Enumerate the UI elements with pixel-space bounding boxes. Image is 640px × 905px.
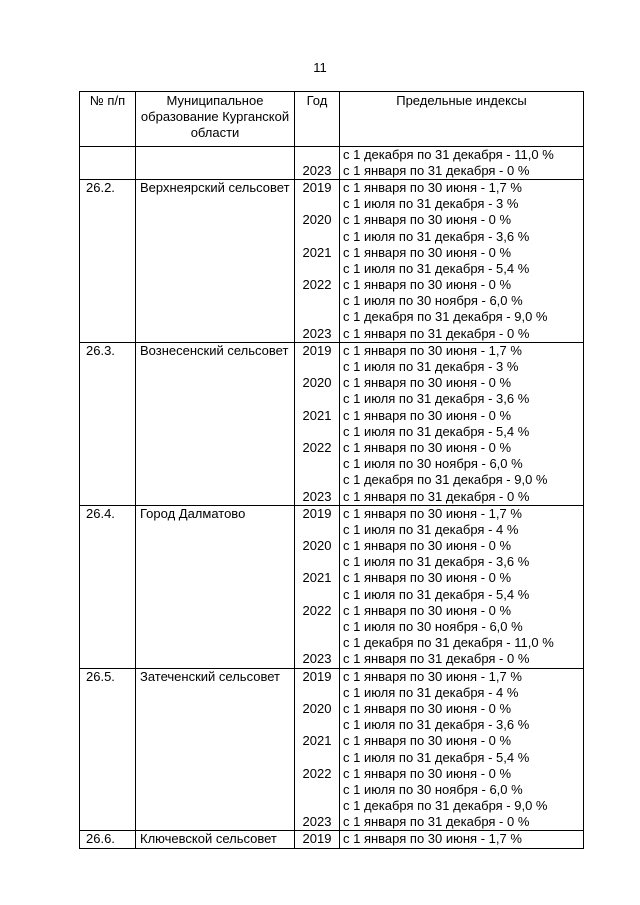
index-value: с 1 июля по 31 декабря - 3 %: [343, 196, 519, 212]
year-value: 2019: [302, 342, 332, 358]
table-body: [80, 146, 584, 848]
index-value: с 1 июля по 30 ноября - 6,0 %: [343, 619, 523, 635]
index-value: с 1 июля по 31 декабря - 5,4 %: [343, 586, 530, 602]
year-value: 2022: [302, 439, 332, 455]
year-value: [295, 522, 339, 538]
year-cell: [295, 831, 340, 848]
index-value: с 1 июля по 30 ноября - 6,0 %: [343, 293, 523, 309]
year-value: [295, 635, 339, 651]
indices-cell: [340, 505, 584, 668]
index-value: с 1 декабря по 31 декабря - 9,0 %: [343, 472, 548, 488]
year-value: [295, 147, 339, 163]
table-row: [80, 179, 584, 342]
index-value: с 1 июля по 31 декабря - 3,6 %: [343, 717, 530, 733]
index-value: с 1 января по 31 декабря - 0 %: [343, 814, 530, 830]
year-value: 2019: [302, 505, 332, 521]
year-value: [295, 782, 339, 798]
year-value: 2023: [302, 325, 332, 341]
year-value: [295, 619, 339, 635]
year-value: 2021: [302, 407, 332, 423]
year-value: [295, 587, 339, 603]
indices-cell: [340, 342, 584, 505]
index-value: с 1 декабря по 31 декабря - 11,0 %: [343, 635, 554, 651]
year-value: 2020: [302, 700, 332, 716]
year-value: [295, 456, 339, 472]
table-row: [80, 505, 584, 668]
year-value: [295, 391, 339, 407]
indices-cell: [340, 179, 584, 342]
header-indices: Предельные индексы: [340, 92, 584, 147]
year-value: [295, 309, 339, 325]
year-value: [295, 717, 339, 733]
indices-table: [79, 91, 584, 849]
year-value: [295, 196, 339, 212]
indices-cell: [340, 831, 584, 848]
row-number: 26.2.: [80, 179, 136, 342]
table-row: [80, 668, 584, 831]
year-cell: [295, 342, 340, 505]
index-value: с 1 июля по 31 декабря - 5,4 %: [343, 423, 530, 439]
index-value: с 1 января по 30 июня - 1,7 %: [343, 179, 522, 195]
index-value: с 1 января по 30 июня - 0 %: [343, 538, 512, 554]
index-value: с 1 января по 30 июня - 0 %: [343, 700, 512, 716]
index-value: с 1 января по 30 июня - 1,7 %: [343, 668, 522, 684]
year-value: 2020: [302, 538, 332, 554]
municipality-name: Вознесенский сельсовет: [136, 342, 295, 505]
indices-cell: [340, 146, 584, 179]
year-value: [295, 685, 339, 701]
index-value: с 1 января по 30 июня - 0 %: [343, 570, 512, 586]
year-value: 2023: [302, 651, 332, 667]
row-number: 26.4.: [80, 505, 136, 668]
index-value: с 1 января по 30 июня - 0 %: [343, 439, 512, 455]
table-row: [80, 342, 584, 505]
index-value: с 1 июля по 31 декабря - 3,6 %: [343, 228, 530, 244]
index-value: с 1 июля по 31 декабря - 4 %: [343, 684, 519, 700]
index-value: с 1 января по 30 июня - 0 %: [343, 602, 512, 618]
year-value: [295, 229, 339, 245]
header-municipality: Муниципальное образование Курганской области: [136, 92, 295, 147]
index-value: с 1 января по 31 декабря - 0 %: [343, 162, 530, 178]
index-value: с 1 января по 30 июня - 0 %: [343, 212, 512, 228]
year-value: 2019: [302, 179, 332, 195]
index-value: с 1 января по 30 июня - 0 %: [343, 375, 512, 391]
index-value: с 1 декабря по 31 декабря - 9,0 %: [343, 798, 548, 814]
index-value: с 1 июля по 31 декабря - 3 %: [343, 359, 519, 375]
row-number: 26.5.: [80, 668, 136, 831]
index-value: с 1 января по 30 июня - 0 %: [343, 733, 512, 749]
year-value: [295, 750, 339, 766]
row-number: [80, 146, 136, 179]
index-value: с 1 января по 30 июня - 0 %: [343, 407, 512, 423]
year-value: [295, 293, 339, 309]
municipality-name: Город Далматово: [136, 505, 295, 668]
municipality-name: Затеченский сельсовет: [136, 668, 295, 831]
index-value: с 1 января по 30 июня - 0 %: [343, 277, 512, 293]
indices-cell: [340, 668, 584, 831]
index-value: с 1 января по 30 июня - 1,7 %: [343, 342, 522, 358]
municipality-name: [136, 146, 295, 179]
year-value: 2023: [302, 814, 332, 830]
year-value: [295, 554, 339, 570]
year-value: [295, 359, 339, 375]
index-value: с 1 января по 30 июня - 1,7 %: [343, 831, 522, 847]
index-value: с 1 декабря по 31 декабря - 9,0 %: [343, 309, 548, 325]
index-value: с 1 июля по 30 ноября - 6,0 %: [343, 781, 523, 797]
municipality-name: Верхнеярский сельсовет: [136, 179, 295, 342]
header-num: № п/п: [80, 92, 136, 147]
year-value: 2021: [302, 733, 332, 749]
page-number: 11: [313, 60, 327, 75]
table-header-row: [80, 92, 584, 147]
row-number: 26.6.: [80, 831, 136, 848]
index-value: с 1 января по 31 декабря - 0 %: [343, 488, 530, 504]
year-value: 2021: [302, 570, 332, 586]
year-value: 2022: [302, 765, 332, 781]
index-value: с 1 июля по 31 декабря - 5,4 %: [343, 260, 530, 276]
year-cell: [295, 505, 340, 668]
year-value: 2023: [302, 488, 332, 504]
municipality-name: Ключевской сельсовет: [136, 831, 295, 848]
index-value: с 1 июля по 31 декабря - 4 %: [343, 521, 519, 537]
index-value: с 1 июля по 30 ноября - 6,0 %: [343, 456, 523, 472]
index-value: с 1 июля по 31 декабря - 3,6 %: [343, 391, 530, 407]
year-value: 2020: [302, 212, 332, 228]
year-cell: [295, 179, 340, 342]
year-value: [295, 261, 339, 277]
year-value: 2020: [302, 375, 332, 391]
index-value: с 1 января по 31 декабря - 0 %: [343, 325, 530, 341]
year-cell: [295, 146, 340, 179]
year-value: 2021: [302, 244, 332, 260]
row-number: 26.3.: [80, 342, 136, 505]
index-value: с 1 июля по 31 декабря - 5,4 %: [343, 749, 530, 765]
table-row: [80, 146, 584, 179]
year-value: 2022: [302, 602, 332, 618]
year-value: 2022: [302, 277, 332, 293]
year-value: [295, 424, 339, 440]
index-value: с 1 января по 30 июня - 0 %: [343, 765, 512, 781]
index-value: с 1 июля по 31 декабря - 3,6 %: [343, 554, 530, 570]
index-value: с 1 января по 30 июня - 1,7 %: [343, 505, 522, 521]
year-value: [295, 472, 339, 488]
index-value: с 1 января по 30 июня - 0 %: [343, 244, 512, 260]
header-year: Год: [295, 92, 340, 147]
index-value: с 1 января по 31 декабря - 0 %: [343, 651, 530, 667]
year-value: 2023: [302, 162, 332, 178]
table-row: [80, 831, 584, 848]
index-value: с 1 декабря по 31 декабря - 11,0 %: [343, 146, 554, 162]
year-value: [295, 798, 339, 814]
year-cell: [295, 668, 340, 831]
year-value: 2019: [302, 668, 332, 684]
year-value: 2019: [302, 831, 332, 847]
